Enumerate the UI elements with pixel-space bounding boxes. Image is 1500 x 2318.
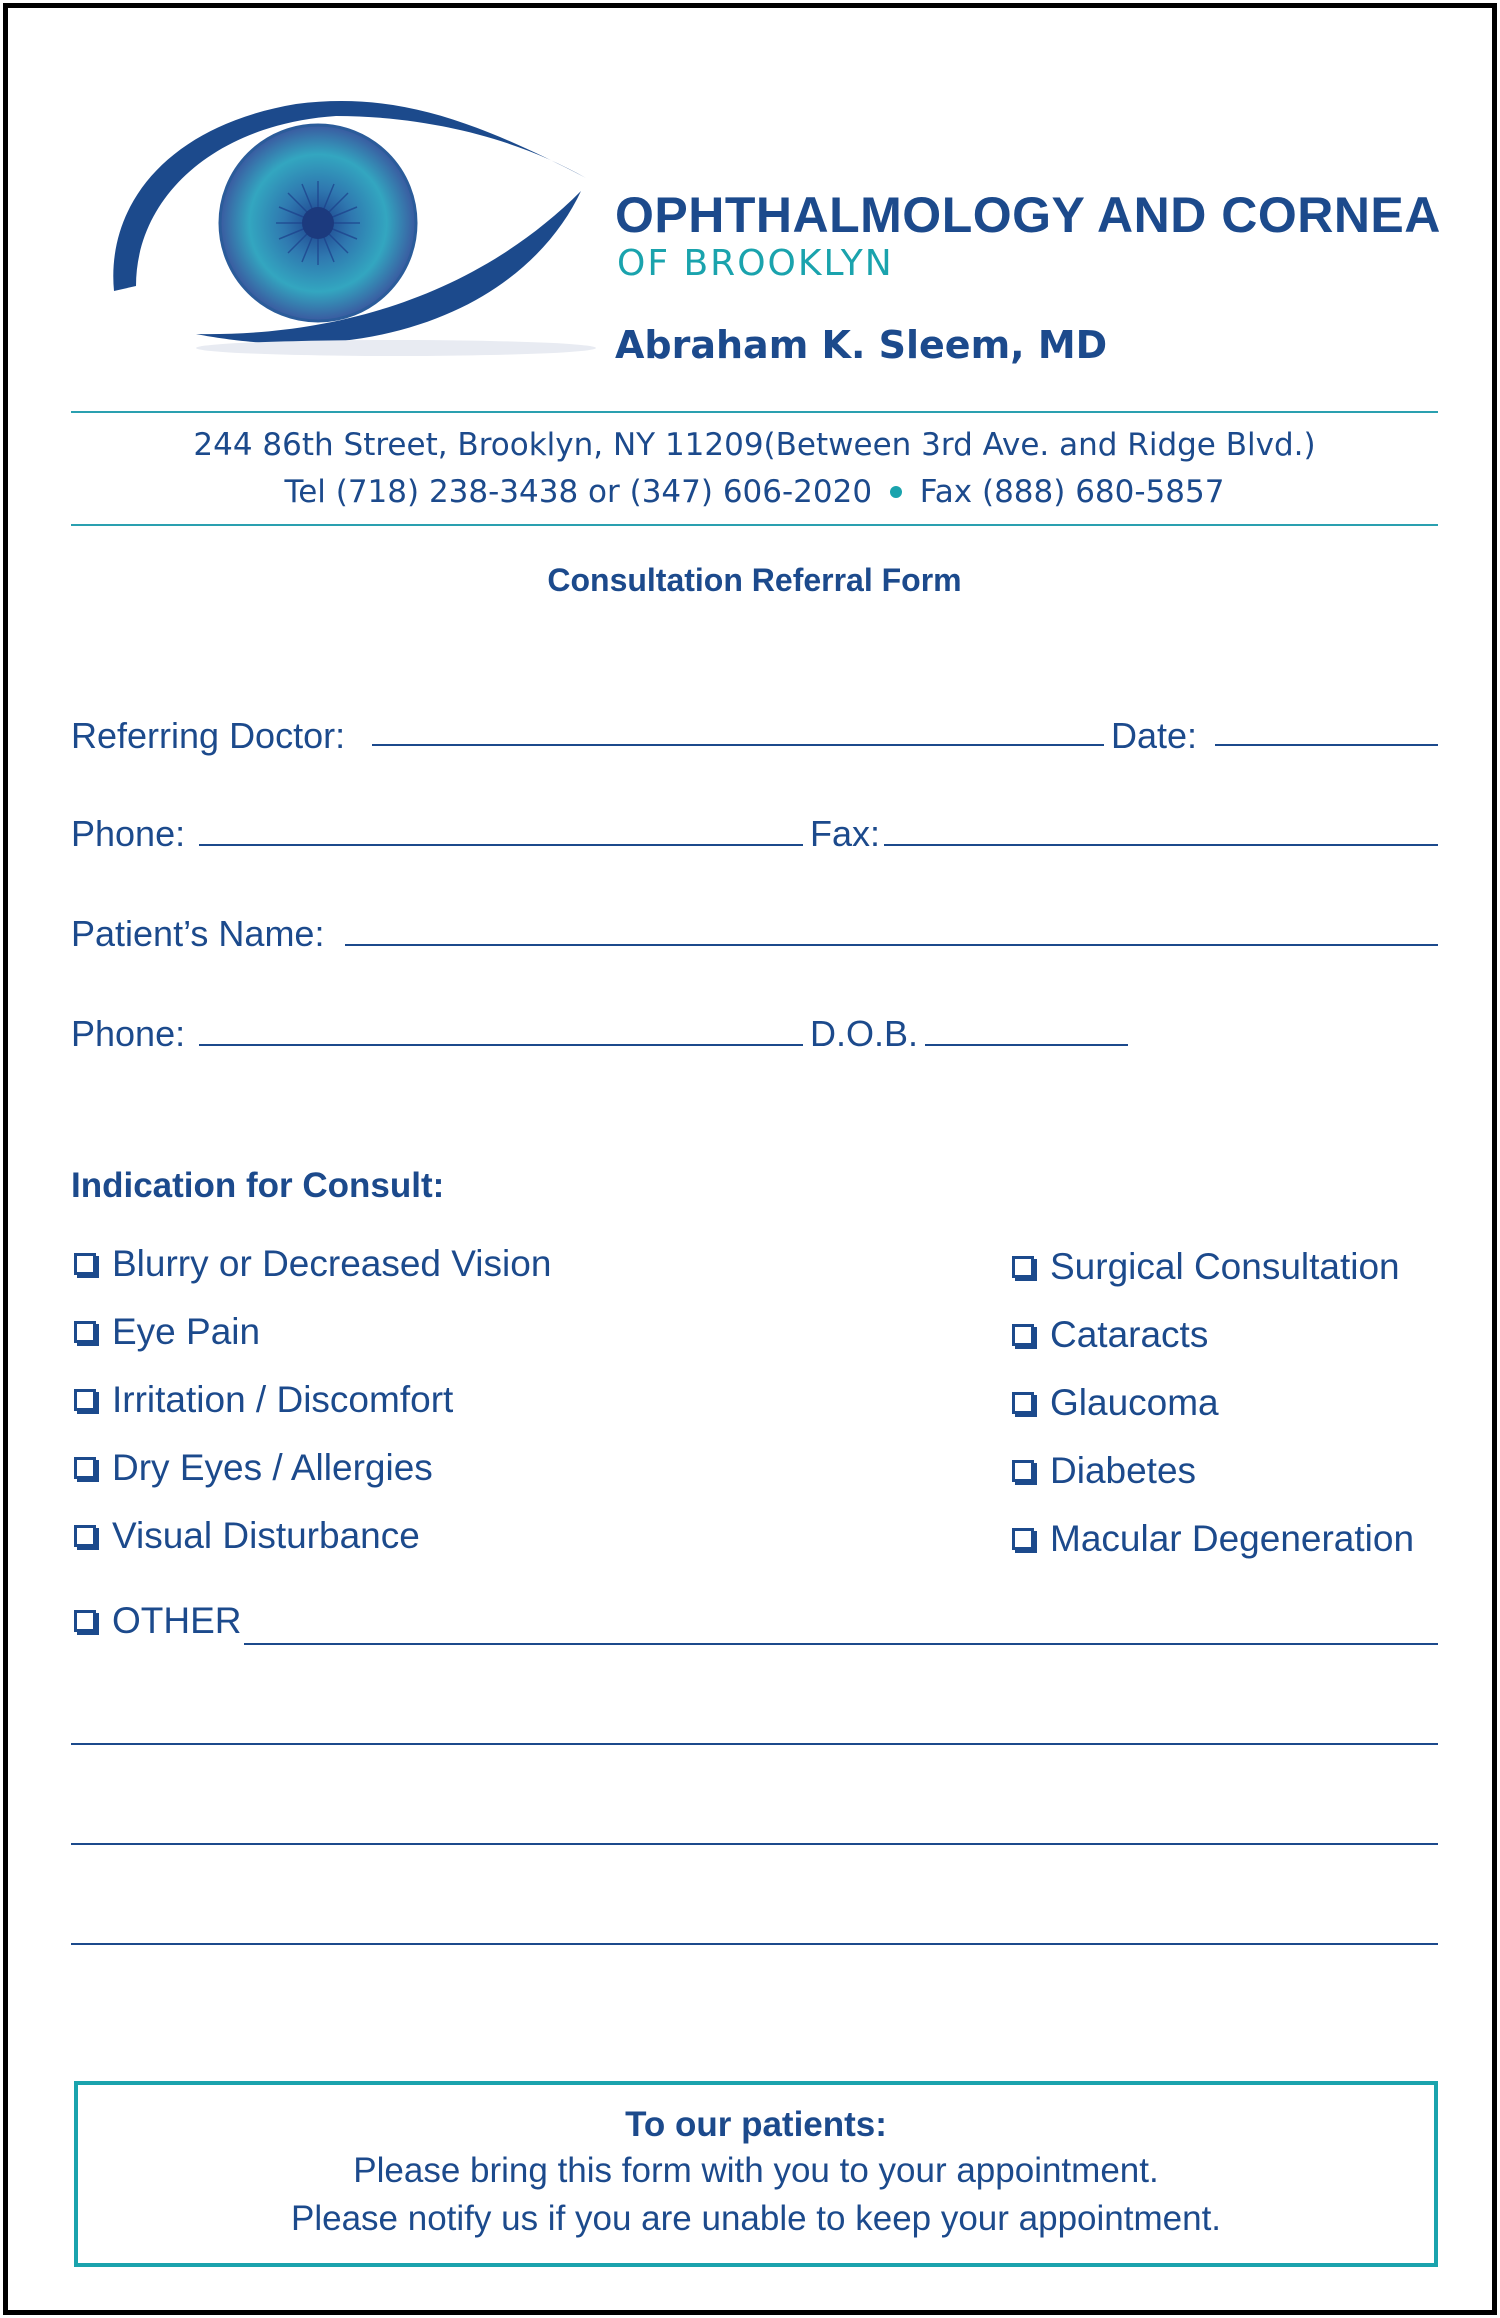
checkbox-icon[interactable] (1012, 1460, 1034, 1482)
doctor-name: Abraham K. Sleem, MD (615, 323, 1108, 367)
option-label: Dry Eyes / Allergies (112, 1447, 433, 1488)
fax-number: Fax (888) 680-5857 (919, 474, 1225, 510)
eye-logo-icon (96, 86, 596, 366)
option-visual-disturbance[interactable] (74, 1517, 420, 1554)
notice-line-2: Please notify us if you are unable to keep your appointment. (290, 2199, 1222, 2238)
option-label: Diabetes (1050, 1450, 1197, 1491)
notice-line-1: Please bring this form with you to your appointment. (353, 2151, 1159, 2190)
option-label: Eye Pain (112, 1311, 261, 1352)
checkbox-icon[interactable] (74, 1525, 96, 1547)
option-label: Irritation / Discomfort (112, 1379, 454, 1420)
indication-heading: Indication for Consult: (71, 1166, 445, 1205)
notes-line-3[interactable] (71, 1943, 1438, 1945)
option-blurry-vision[interactable] (74, 1245, 551, 1282)
checkbox-icon[interactable] (74, 1389, 96, 1411)
option-other[interactable] (74, 1602, 242, 1639)
address: 244 86th Street, Brooklyn, NY 11209(Between 3rd Ave. and Ridge Blvd.) (193, 427, 1316, 463)
option-eye-pain[interactable] (74, 1313, 260, 1350)
option-surgical-consultation[interactable] (1012, 1248, 1400, 1285)
option-label: OTHER (112, 1600, 242, 1641)
option-cataracts[interactable] (1012, 1316, 1208, 1353)
phone-label: Phone: (71, 813, 186, 854)
checkbox-icon[interactable] (74, 1457, 96, 1479)
option-label: Macular Degeneration (1050, 1518, 1415, 1559)
option-label: Visual Disturbance (112, 1515, 420, 1556)
referring-doctor-label: Referring Doctor: (71, 715, 346, 756)
patient-notice-box (74, 2081, 1438, 2267)
patient-phone-label: Phone: (71, 1013, 186, 1054)
phone-numbers: Tel (718) 238-3438 or (347) 606-2020 (284, 474, 873, 510)
dob-label: D.O.B. (810, 1013, 919, 1054)
option-label: Glaucoma (1050, 1382, 1219, 1423)
phone-field[interactable] (199, 844, 803, 846)
practice-name: OPHTHALMOLOGY AND CORNEA (615, 187, 1441, 243)
option-dry-eyes[interactable] (74, 1449, 433, 1486)
dob-field[interactable] (925, 1044, 1128, 1046)
option-macular-degeneration[interactable] (1012, 1520, 1414, 1557)
form-title: Consultation Referral Form (547, 562, 962, 598)
notes-line-2[interactable] (71, 1843, 1438, 1845)
notes-line-1[interactable] (71, 1743, 1438, 1745)
option-label: Surgical Consultation (1050, 1246, 1400, 1287)
option-label: Cataracts (1050, 1314, 1209, 1355)
checkbox-icon[interactable] (1012, 1392, 1034, 1414)
checkbox-icon[interactable] (1012, 1256, 1034, 1278)
checkbox-icon[interactable] (1012, 1324, 1034, 1346)
option-glaucoma[interactable] (1012, 1384, 1219, 1421)
option-label: Blurry or Decreased Vision (112, 1243, 552, 1284)
fax-label: Fax: (810, 813, 881, 854)
fax-field[interactable] (884, 844, 1438, 846)
patient-name-label: Patient’s Name: (71, 913, 325, 954)
form-page (3, 3, 1497, 2315)
date-label: Date: (1111, 715, 1198, 756)
option-diabetes[interactable] (1012, 1452, 1196, 1489)
header-bottom-rule (71, 524, 1438, 526)
checkbox-icon[interactable] (74, 1610, 96, 1632)
referring-doctor-field[interactable] (372, 744, 1104, 746)
checkbox-icon[interactable] (74, 1321, 96, 1343)
checkbox-icon[interactable] (74, 1253, 96, 1275)
contact-line (71, 474, 1438, 510)
option-irritation[interactable] (74, 1381, 453, 1418)
patient-name-field[interactable] (345, 944, 1438, 946)
bullet-icon (890, 486, 902, 498)
date-field[interactable] (1215, 744, 1438, 746)
patient-phone-field[interactable] (199, 1044, 803, 1046)
notice-heading: To our patients: (625, 2105, 887, 2144)
checkbox-icon[interactable] (1012, 1528, 1034, 1550)
other-field[interactable] (244, 1643, 1438, 1645)
practice-name-subtitle: OF BROOKLYN (617, 243, 894, 284)
header-top-rule (71, 411, 1438, 413)
